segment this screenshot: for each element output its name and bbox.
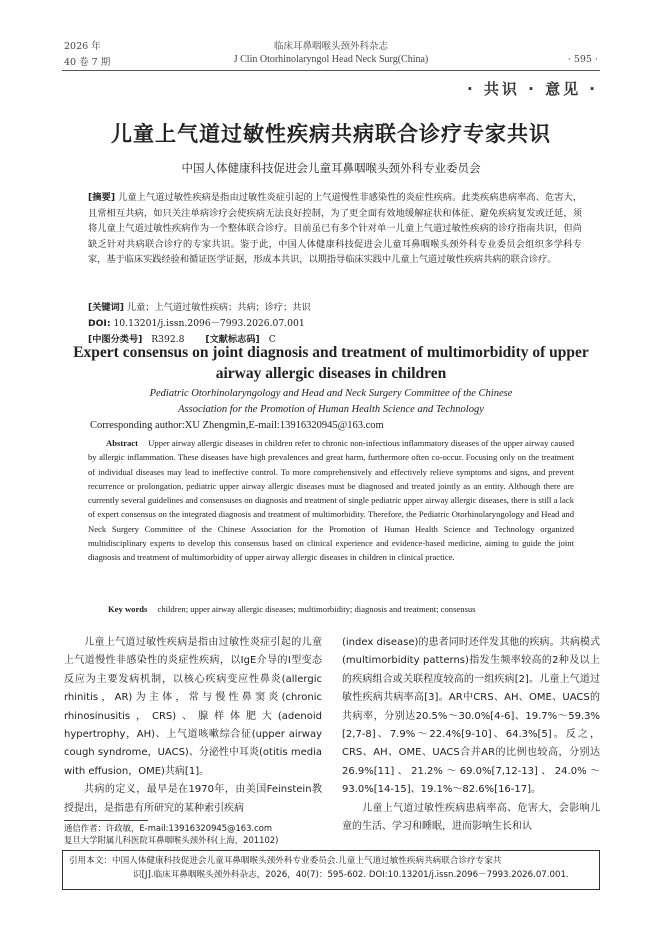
doc-code-value: C [268, 334, 276, 345]
header-page-number: · 595 · [567, 54, 598, 65]
keywords-en [108, 604, 476, 614]
body-paragraph: 儿童上气道过敏性疾病患病率高、危害大，会影响儿童的生活、学习和睡眠，进而影响生长和认 [342, 802, 600, 833]
citation-box [62, 850, 600, 890]
article-title-en: Expert consensus on joint diagnosis and treatment of multimorbidity of upper airway allergic diseases in children [73, 344, 589, 382]
abstract-en [88, 436, 574, 565]
header-rule [62, 70, 600, 71]
clc-value: R392.8 [151, 334, 185, 345]
clc-label: [中图分类号] [88, 334, 143, 345]
abstract-zh-text: 儿童上气道过敏性疾病是指由过敏性炎症引起的上气道慢性非感染性的炎症性疾病。此类疾病患病率高、危害大，且常相互共病，如只关注单病诊疗会使疾病无法良好控制，为了更全面有效地缓解症状和体征、避免疾病复发或迁延，须将儿童上气道过敏性疾病作为一个整体联合诊疗。目前虽已有多个针对单一儿童上气道过敏性疾病的诊疗指南共识，但尚缺乏针对共病联合诊疗的专家共识。鉴于此，中国人体健康科技促进会儿童耳鼻咽喉头颈外科专业委员会组织多学科专家，基于临床实践经验和循证医学证据，形成本共识，以期指导临床实践中儿童上气道过敏性疾病共病的联合诊疗。 [88, 192, 583, 266]
header-volume: 40 卷 7 期 [64, 57, 111, 68]
header-journal-en: J Clin Otorhinolaryngol Head Neck Surg(China) [233, 54, 429, 65]
abstract-zh-label: [摘要] [88, 192, 116, 203]
authors-en-line2: Association for the Promotion of Human Health Science and Technology [178, 404, 484, 415]
footnote-correspondence: 通信作者：许政敏，E-mail:13916320945@163.com [64, 823, 272, 833]
authors-en-line1: Pediatric Otorhinolaryngology and Head and Neck Surgery Committee of the Chinese [149, 388, 513, 399]
keywords-zh-text: 儿童；上气道过敏性疾病；共病；诊疗；共识 [126, 302, 311, 313]
keywords-en-text: children; upper airway allergic diseases; multimorbidity; diagnosis and treatment; consensus [157, 604, 476, 614]
body-column-left [64, 634, 322, 818]
authors-zh: 中国人体健康科技促进会儿童耳鼻咽喉头颈外科专业委员会 [181, 161, 481, 175]
body-paragraph: 儿童上气道过敏性疾病是指由过敏性炎症引起的儿童上气道慢性非感染性的炎症性疾病，以IgE介导的Ⅰ型变态反应为主要发病机制，以核心疾病变应性鼻炎(allergic rhinitis，AR)为主体，常与慢性鼻窦炎(chronic rhinosinusitis，CRS)、腺样体肥大(adenoid hypertrophy，AH)、上气道咳嗽综合征(upper airway cough syndrome，UACS)、分泌性中耳炎(otitis media with effusion，OME)共病[1]。 [64, 637, 322, 777]
footnote-affiliation: 复旦大学附属儿科医院耳鼻咽喉头颈外科(上海，201102) [64, 835, 279, 845]
doi-label: DOI: [88, 318, 111, 329]
body-paragraph: (index disease)的患者同时还伴发其他的疾病。共病模式(multimorbidity patterns)指发生频率较高的2种及以上的疾病组合或关联程度较高的一组疾病[2]。儿童上气道过敏性疾病共病率高[3]。AR中CRS、AH、OME、UACS的共病率，分别达20.5%～30.0%[4-6]、19.7%～59.3%[2,7-8]、7.9%～22.4%[9-10]、64.3%[5]。反之，CRS、AH、OME、UACS合并AR的比例也较高，分别达26.9%[11]、21.2%～69.0%[7,12-13]、24.0%～93.0%[14-15]、19.1%～82.6%[16-17]。 [342, 637, 600, 796]
correspondence-en: Corresponding author:XU Zhengmin,E-mail:13916320945@163.com [90, 420, 384, 431]
header-journal-zh: 临床耳鼻咽喉头颈外科杂志 [273, 41, 388, 52]
abstract-en-label: Abstract [106, 438, 138, 448]
body-column-right [342, 634, 600, 836]
keywords-zh-label: [关键词] [88, 302, 124, 313]
section-label: · 共识 · 意见 · [467, 80, 598, 98]
citation-line2: 识[J].临床耳鼻咽喉头颈外科杂志，2026，40(7)：595-602. DOI:10.13201/j.issn.2096－7993.2026.07.001. [133, 870, 569, 880]
abstract-en-text: Upper airway allergic diseases in children refer to chronic non-infectious inflammatory diseases of the upper airway caused by allergic inflammation. These diseases have high prevalences and great harm, furthermore often co-occur. Focusing only on the treatment of individual diseases may lead to ineffective control. To more comprehensively and effectively relieve symptoms and signs, and prevent recurrence or prolongation, pediatric upper airway allergic diseases must be diagnosed and treated jointly as an entity. Although there are currently several guidelines and consensuses on diagnosis and treatment of single pediatric upper airway allergic diseases, there is still a lack of expert consensus on the integrated diagnosis and treatment of multimorbidity. Therefore, the Pediatric Otorhinolaryngology and Head and Neck Surgery Committee of the Chinese Association for the Promotion of Human Health Science and Technology organized multidisciplinary experts to develop this consensus based on clinical experience and evidence-based medicine, aiming to guide the joint diagnosis and treatment of multimorbidity of upper airway allergic diseases in children in clinical practice. [88, 438, 574, 563]
doi-value: 10.13201/j.issn.2096－7993.2026.07.001 [113, 318, 305, 329]
header-year: 2026 年 [64, 41, 101, 52]
doc-code-label: [文献标志码] [205, 334, 260, 345]
footnote [64, 822, 278, 846]
abstract-zh [88, 190, 582, 268]
doi-line [88, 315, 305, 329]
citation-line1: 引用本文：中国人体健康科技促进会儿童耳鼻咽喉头颈外科专业委员会.儿童上气道过敏性疾病共病联合诊疗专家共 [69, 856, 502, 866]
keywords-zh [88, 299, 311, 313]
footnote-rule [64, 820, 148, 821]
body-paragraph: 共病的定义，最早是在1970年，由美国Feinstein教授提出，是指患有所研究的某种索引疾病 [64, 784, 322, 814]
article-title-zh: 儿童上气道过敏性疾病共病联合诊疗专家共识 [111, 122, 551, 146]
keywords-en-label: Key words [108, 604, 148, 614]
